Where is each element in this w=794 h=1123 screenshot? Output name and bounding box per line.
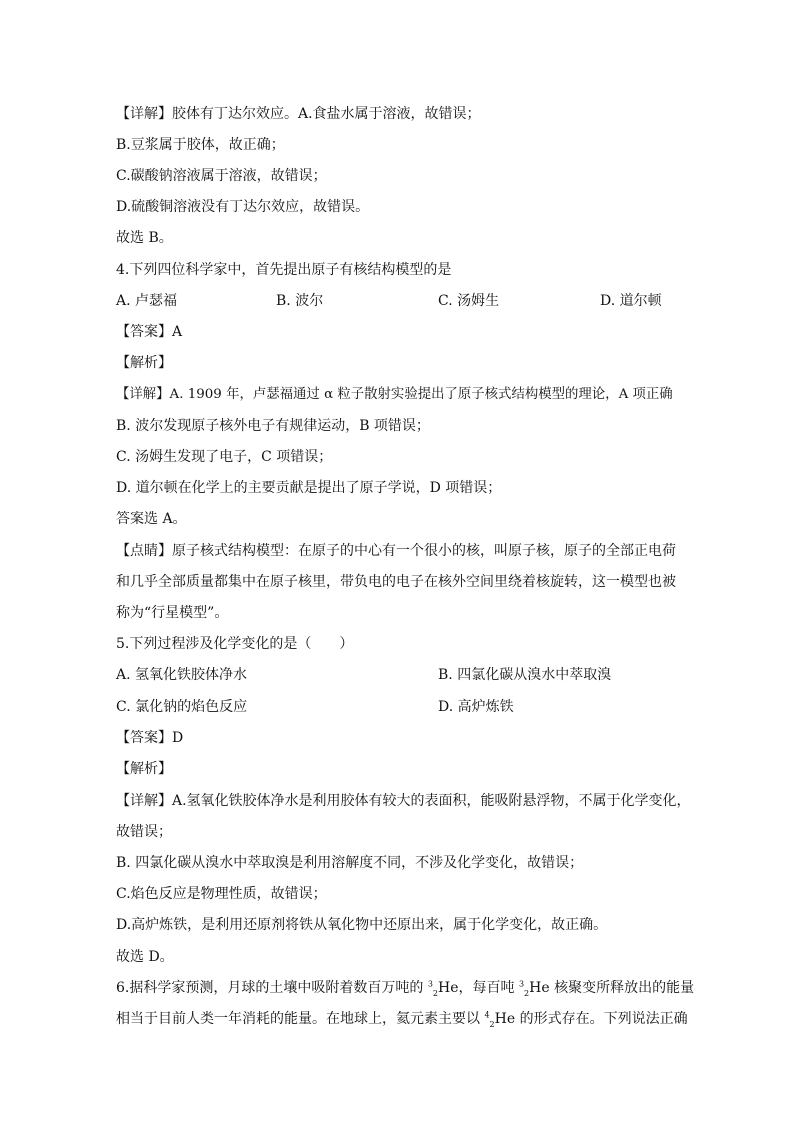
helium-3-isotope-1 [428,978,459,998]
isotope-mass-number: 3 [518,979,525,989]
q5-detail-c: C.焰色反应是物理性质，故错误； [116,886,327,902]
q5-option-a: A. 氢氧化铁胶体净水 [116,667,248,683]
q3-option-c-explanation: C.碳酸钠溶液属于溶液，故错误； [116,168,327,184]
isotope-atomic-number: 2 [489,1019,495,1029]
q4-point-line-1: 【点睛】原子核式结构模型：在原子的中心有一个很小的核，叫原子核，原子的全部正电荷 [116,543,676,559]
q3-option-d-explanation: D.硫酸铜溶液没有丁达尔效应，故错误。 [116,199,370,215]
q5-answer: 【答案】D [116,730,184,746]
q4-detail-d: D. 道尔顿在化学上的主要贡献是提出了原子学说，D 项错误； [116,480,502,496]
q6-text-2a: 相当于目前人类一年消耗的能量。在地球上，氦元素主要以 [116,1011,485,1027]
q4-option-b: B. 波尔 [276,293,324,309]
q6-text-1c: 核聚变所释放出的能量 [549,980,695,996]
q6-question-line-2 [116,1009,688,1029]
q5-option-c: C. 氯化钠的焰色反应 [116,699,248,715]
q5-question: 5.下列过程涉及化学变化的是（ ） [116,636,354,652]
q5-choice: 故选 D。 [116,949,174,965]
q5-detail-a-line-2: 故错误； [116,824,172,840]
q3-detail: 【详解】胶体有丁达尔效应。A.食盐水属于溶液，故错误； [116,106,481,122]
helium-3-isotope-2 [519,978,550,998]
q4-detail-b: B. 波尔发现原子核外电子有规律运动，B 项错误； [116,418,430,434]
q4-option-a: A. 卢瑟福 [116,293,178,309]
isotope-symbol: He [494,1011,516,1027]
q3-choice: 故选 B。 [116,230,173,246]
q6-text-1a: 6.据科学家预测，月球的土壤中吸附着数百万吨的 [116,980,428,996]
isotope-mass-number: 4 [484,1010,490,1020]
q6-question-line-1 [116,978,694,998]
q4-question: 4.下列四位科学家中，首先提出原子有核结构模型的是 [116,262,452,278]
q4-detail-c: C. 汤姆生发现了电子，C 项错误； [116,449,333,465]
q4-choice: 答案选 A。 [116,511,187,527]
q4-point-line-3: 称为“行星模型”。 [116,605,229,621]
q5-detail-d: D.高炉炼铁，是利用还原剂将铁从氧化物中还原出来，属于化学变化，故正确。 [116,917,608,933]
q5-detail-a-line-1: 【详解】A.氢氧化铁胶体净水是利用胶体有较大的表面积，能吸附悬浮物，不属于化学变化， [116,793,691,809]
isotope-symbol: He [438,980,459,996]
isotope-symbol: He [529,980,550,996]
q5-analysis-heading: 【解析】 [116,761,172,777]
q4-analysis-heading: 【解析】 [116,355,172,371]
q4-point-line-2: 和几乎全部质量都集中在原子核里，带负电的电子在核外空间里绕着核旋转，这一模型也被 [116,574,676,590]
q4-detail-a: 【详解】A. 1909 年，卢瑟福通过 α 粒子散射实验提出了原子核式结构模型的理论，A 项正确 [116,387,673,402]
q6-text-2b: 的形式存在。下列说法正确 [515,1011,688,1027]
q4-answer: 【答案】A [116,324,183,340]
q4-option-d: D. 道尔顿 [600,293,662,309]
q3-option-b-explanation: B.豆浆属于胶体，故正确； [116,137,285,153]
q5-option-d: D. 高炉炼铁 [438,699,514,715]
isotope-mass-number: 3 [427,979,433,989]
q5-option-b: B. 四氯化碳从溴水中萃取溴 [438,667,612,683]
q6-text-1b: ，每百吨 [458,980,519,996]
isotope-atomic-number: 2 [432,988,438,998]
isotope-atomic-number: 2 [524,988,530,998]
helium-4-isotope [484,1009,515,1029]
q5-detail-b: B. 四氯化碳从溴水中萃取溴是利用溶解度不同，不涉及化学变化，故错误； [116,855,584,871]
q4-option-c: C. 汤姆生 [438,293,500,309]
